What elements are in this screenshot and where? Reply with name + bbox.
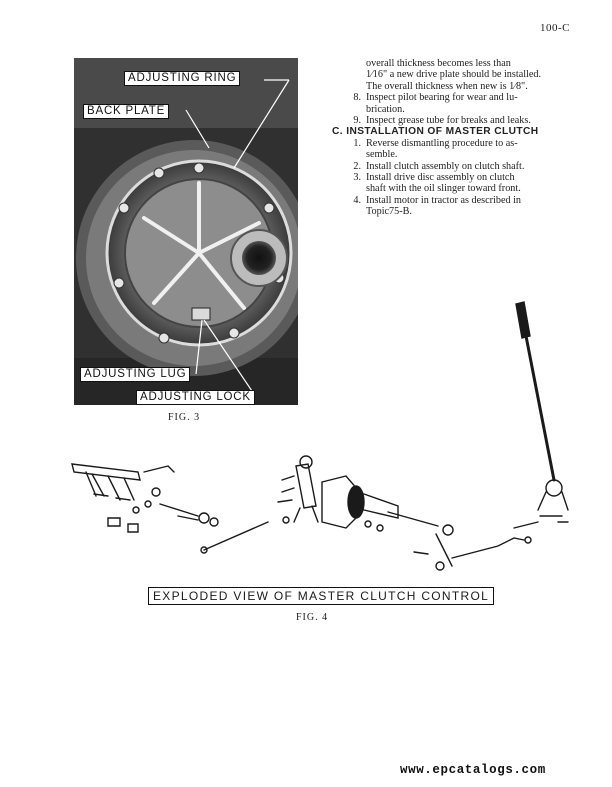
step-text: Inspect grease tube for breaks and leaks. [366, 115, 531, 127]
fig4-caption: FIG. 4 [296, 612, 329, 623]
step-9 [332, 115, 570, 126]
exploded-view-title: EXPLODED VIEW OF MASTER CLUTCH CONTROL [148, 587, 494, 605]
step-text: Inspect pilot bearing for wear and lu- [366, 92, 518, 104]
callout-adjusting-lock: ADJUSTING LOCK [136, 390, 255, 405]
procedure-text [332, 58, 570, 218]
section-heading: C. INSTALLATION OF MASTER CLUTCH [332, 126, 539, 138]
step-text: Install drive disc assembly on clutch [366, 172, 515, 184]
step-8 [332, 92, 570, 115]
install-step-4 [332, 195, 570, 218]
fig3-caption: FIG. 3 [168, 412, 201, 423]
step-number: 4. [353, 194, 361, 206]
step-text: Topic75-B. [366, 206, 412, 218]
step-text: semble. [366, 149, 398, 161]
step-number: 2. [353, 160, 361, 172]
install-step-2 [332, 161, 570, 172]
step-text: Install motor in tractor as described in [366, 194, 522, 206]
callout-adjusting-ring: ADJUSTING RING [124, 71, 240, 86]
step-text: brication. [366, 103, 405, 115]
continuation-line: overall thickness becomes less than [366, 58, 511, 69]
footer-url: www.epcatalogs.com [400, 763, 546, 777]
continuation-line: 1⁄16" a new drive plate should be installed. [366, 69, 542, 81]
install-step-3 [332, 172, 570, 195]
step-text: shaft with the oil slinger toward front. [366, 183, 521, 195]
page-number: 100-C [540, 22, 570, 34]
step-number: 3. [353, 172, 361, 184]
step-number: 1. [353, 137, 361, 149]
install-step-1 [332, 138, 570, 161]
callout-back-plate: BACK PLATE [83, 104, 169, 119]
callout-adjusting-lug: ADJUSTING LUG [80, 367, 190, 382]
continuation-line: The overall thickness when new is 1⁄8". [366, 80, 528, 92]
step-text: Reverse dismantling procedure to as- [366, 137, 518, 149]
step-number: 8. [353, 92, 361, 104]
exploded-view-drawing [68, 296, 588, 586]
step-text: Install clutch assembly on clutch shaft. [366, 160, 525, 172]
step-number: 9. [353, 115, 361, 127]
